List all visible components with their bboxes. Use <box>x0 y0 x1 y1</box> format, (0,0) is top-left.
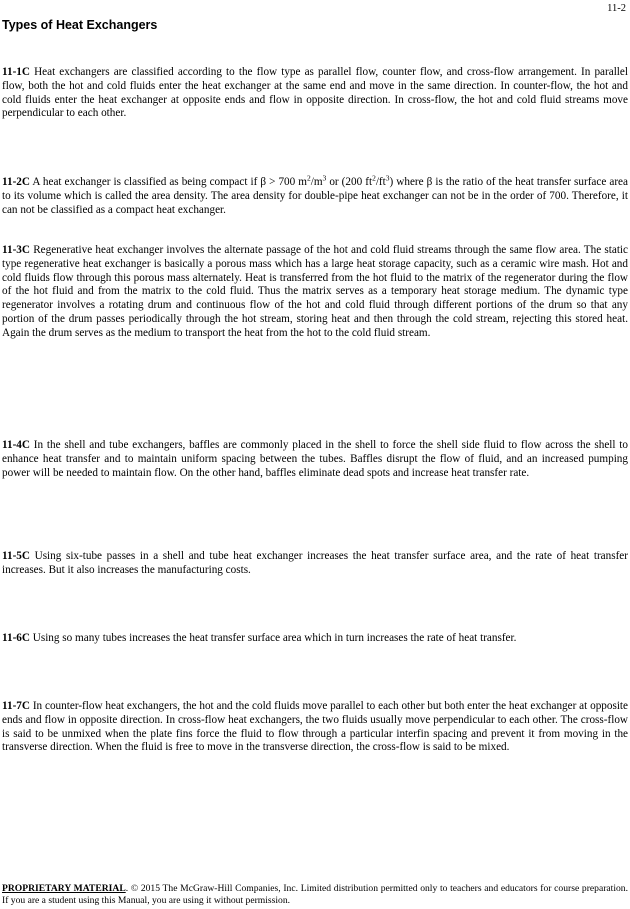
problem-11-1c <box>2 66 628 121</box>
superscript: 3 <box>385 173 390 183</box>
superscript: 3 <box>322 173 327 183</box>
problem-id: 11-1C <box>2 66 30 78</box>
problem-text: Using so many tubes increases the heat transfer surface area which in turn increases the rate of heat transfer. <box>32 632 517 644</box>
section-title: Types of Heat Exchangers <box>2 18 158 32</box>
proprietary-label: PROPRIETARY MATERIAL <box>2 883 126 894</box>
problem-text: Regenerative heat exchanger involves the alternate passage of the hot and cold fluid streams through the same flow area. The static type regenerative heat exchanger is basically a porous mass which has a large heat storage capacity, such as a ceramic wire mash. Hot and cold fluids flow through this porous mass alternately. Heat is transferred from the hot fluid to the matrix of the regenerator during the flow of the hot fluid and from the matrix to the cold fluid. Thus the matrix serves as a temporary heat storage medium. The dynamic type regenerator involves a rotating drum and continuous flow of the hot and cold fluid through different portions of the drum so that any portion of the drum passes periodically through the hot stream, storing heat and then through the cold stream, rejecting this stored heat. Again the drum serves as the medium to transport the heat from the hot to the cold fluid stream. <box>2 244 629 339</box>
problem-11-2c <box>2 173 628 217</box>
problem-id: 11-7C <box>2 700 30 712</box>
superscript: 2 <box>306 173 311 183</box>
problem-text-part: ) where β is the ratio of the heat transfer surface area to its volume which is called the area density. The area density for double-pipe heat exchanger can not be in the order of 700. Therefore, it can not be classified as a compact heat exchanger. <box>2 176 628 216</box>
problem-text-part: A heat exchanger is classified as being compact if β > 700 m <box>32 176 307 188</box>
superscript: 2 <box>372 173 376 183</box>
problem-id: 11-4C <box>2 439 30 451</box>
copyright-footer <box>2 883 628 906</box>
problem-text-part: or (200 ft <box>326 176 373 188</box>
footer-text: . © 2015 The McGraw-Hill Companies, Inc. Limited distribution permitted only to teachers and educators for course preparation. If you are a student using this Manual, you are using it without permission. <box>2 883 629 906</box>
problem-11-6c <box>2 632 628 646</box>
problem-11-4c <box>2 439 628 480</box>
problem-text: Using six-tube passes in a shell and tube heat exchanger increases the heat transfer surface area, and the rate of heat transfer increases. But it also increases the manufacturing costs. <box>2 550 628 576</box>
problem-id: 11-2C <box>2 176 30 188</box>
problem-text-part: /ft <box>375 176 386 188</box>
problem-11-3c <box>2 244 628 341</box>
problem-id: 11-5C <box>2 550 30 562</box>
problem-id: 11-6C <box>2 632 30 644</box>
problem-11-7c <box>2 700 628 755</box>
problem-id: 11-3C <box>2 244 30 256</box>
problem-text-part: /m <box>310 176 323 188</box>
problem-text: In the shell and tube exchangers, baffles are commonly placed in the shell to force the shell side fluid to flow across the shell to enhance heat transfer and to maintain uniform spacing between the tubes. Baffles disrupt the flow of fluid, and an increased pumping power will be needed to maintain flow. On the other hand, baffles eliminate dead spots and increase heat transfer rate. <box>2 439 629 479</box>
problem-11-5c <box>2 550 628 578</box>
problem-text: Heat exchangers are classified according to the flow type as parallel flow, counter flow, and cross-flow arrangement. In parallel flow, both the hot and cold fluids enter the heat exchanger at the same end and move in the same direction. In counter-flow, the hot and cold fluids enter the heat exchanger at opposite ends and flow in opposite direction. In cross-flow, the hot and cold fluid streams move perpendicular to each other. <box>2 66 628 120</box>
problem-text: In counter-flow heat exchangers, the hot and the cold fluids move parallel to each other but both enter the heat exchanger at opposite ends and flow in opposite direction. In cross-flow heat exchangers, the two fluids usually move perpendicular to each other. The cross-flow is said to be unmixed when the plate fins force the fluid to flow through a particular interfin spacing and prevent it from moving in the transverse direction. When the fluid is free to move in the transverse direction, the cross-flow is said to be mixed. <box>2 700 629 754</box>
page-number: 11-2 <box>607 3 626 14</box>
